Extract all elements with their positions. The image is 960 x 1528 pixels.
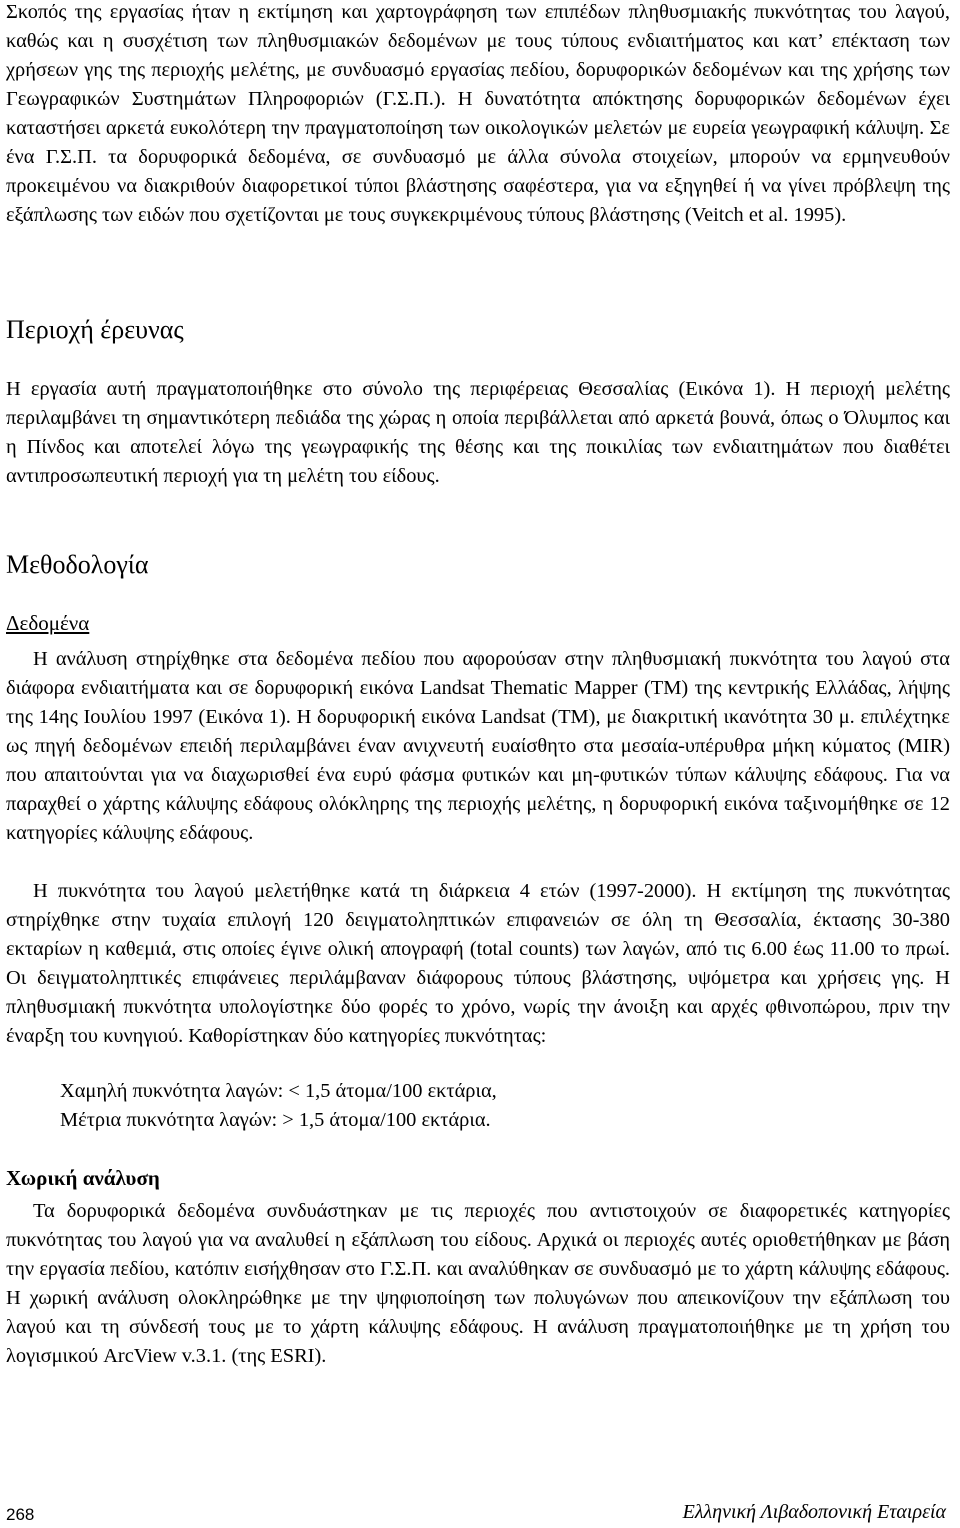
- study-area-heading: Περιοχή έρευνας: [6, 315, 184, 344]
- density-category-low: Χαμηλή πυκνότητα λαγών: < 1,5 άτομα/100 εκτάρια,: [60, 1080, 497, 1102]
- study-area-paragraph: Η εργασία αυτή πραγματοποιήθηκε στο σύνολο της περιφέρειας Θεσσαλίας (Εικόνα 1). Η περιοχή μελέτης περιλαμβάνει τη σημαντικότερη πεδιάδα της χώρας η οποία περιβάλλεται από αρκετά βουνά, όπως ο Όλυμπος και η Πίνδος και αποτελεί λόγω της γεωγραφικής της θέσης και της ποικιλίας των ενδιαιτημάτων που διαθέτει αντιπροσωπευτική περιοχή για τη μελέτη του είδους.: [6, 378, 950, 487]
- journal-name: Ελληνική Λιβαδοπονική Εταιρεία: [682, 1501, 946, 1523]
- spatial-analysis-paragraph: Τα δορυφορικά δεδομένα συνδυάστηκαν με τις περιοχές που αντιστοιχούν σε διαφορετικές κατηγορίες πυκνότητας του λαγού για να αναλυθεί η εξάπλωση του είδους. Αρχικά οι περιοχές αυτές οριοθετήθηκαν με βάση την εργασία πεδίου, κατόπιν εισήχθησαν στο Γ.Σ.Π. και αναλύθηκαν σε συνδυασμό με το χάρτη κάλυψης εδάφους. Η χωρική ανάλυση ολοκληρώθηκε με την ψηφιοποίηση των πολυγώνων που απεικονίζουν την εξάπλωση του λαγού και τη σύνδεσή τους με το χάρτη κάλυψης εδάφους. Η ανάλυση πραγματοποιήθηκε με τη χρήση του λογισμικού ArcView v.3.1. (της ESRI).: [6, 1200, 950, 1367]
- methodology-heading: Μεθοδολογία: [6, 550, 149, 579]
- page-footer: [0, 1497, 960, 1527]
- data-subheading: Δεδομένα: [6, 611, 90, 635]
- spatial-analysis-subheading: Χωρική ανάλυση: [6, 1166, 160, 1190]
- page-number: 268: [6, 1505, 35, 1524]
- intro-paragraph: Σκοπός της εργασίας ήταν η εκτίμηση και χαρτογράφηση των επιπέδων πληθυσμιακής πυκνότητας του λαγού, καθώς και η συσχέτιση των πληθυσμιακών δεδομένων με τους τύπους ενδιαιτήματος και κατ’ επέκταση των χρήσεων γης της περιοχής μελέτης, με συνδυασμό εργασίας πεδίου, δορυφορικών δεδομένων και της χρήσης των Γεωγραφικών Συστημάτων Πληροφοριών (Γ.Σ.Π.). Η δυνατότητα απόκτησης δορυφορικών δεδομένων έχει καταστήσει αρκετά ευκολότερη την πραγματοποίηση των οικολογικών μελετών με ευρεία γεωγραφική κάλυψη. Σε ένα Γ.Σ.Π. τα δορυφορικά δεδομένα, σε συνδυασμό με άλλα σύνολα στοιχείων, μπορούν να ερμηνευθούν προκειμένου να διακριθούν διαφορετικοί τύποι βλάστησης σαφέστερα, για να εξηγηθεί ή να γίνει πρόβλεψη της εξάπλωσης των ειδών που σχετίζονται με τους συγκεκριμένους τύπους βλάστησης (Veitch et al. 1995).: [6, 1, 950, 226]
- data-paragraph-1: Η ανάλυση στηρίχθηκε στα δεδομένα πεδίου που αφορούσαν στην πληθυσμιακή πυκνότητα του λαγού στα διάφορα ενδιαιτήματα και σε δορυφορική εικόνα Landsat Thematic Mapper (TM) της κεντρικής Ελλάδας, λήψης της 14ης Ιουλίου 1997 (Εικόνα 1). Η δορυφορική εικόνα Landsat (TM), με διακριτική ικανότητα 30 μ. επιλέχτηκε ως πηγή δεδομένων επειδή περιλαμβάνει έναν ανιχνευτή ευαίσθητο στα μεσαία-υπέρυθρα μήκη κύματος (MIR) που απαιτούνται για να διαχωρισθεί ένα ευρύ φάσμα φυτικών και μη-φυτικών τύπων κάλυψης εδάφους. Για να παραχθεί ο χάρτης κάλυψης εδάφους ολόκληρης της περιοχής μελέτης, η δορυφορική εικόνα ταξινομήθηκε σε 12 κατηγορίες κάλυψης εδάφους.: [6, 648, 950, 844]
- data-paragraph-2: Η πυκνότητα του λαγού μελετήθηκε κατά τη διάρκεια 4 ετών (1997-2000). Η εκτίμηση της πυκνότητας στηρίχθηκε στην τυχαία επιλογή 120 δειγματοληπτικών επιφανειών σε όλη τη Θεσσαλία, έκτασης 30-380 εκταρίων η καθεμιά, στις οποίες έγινε ολική απογραφή (total counts) των λαγών, από τις 6.00 έως 11.00 το πρωί. Οι δειγματοληπτικές επιφάνειες περιλάμβαναν διάφορους τύπους βλάστησης, υψόμετρα και χρήσεις γης. Η πληθυσμιακή πυκνότητα υπολογίστηκε δύο φορές το χρόνο, νωρίς την άνοιξη και αρχές φθινοπώρου, πριν την έναρξη του κυνηγιού. Καθορίστηκαν δύο κατηγορίες πυκνότητας:: [6, 880, 950, 1047]
- density-category-medium: Μέτρια πυκνότητα λαγών: > 1,5 άτομα/100 εκτάρια.: [60, 1109, 491, 1131]
